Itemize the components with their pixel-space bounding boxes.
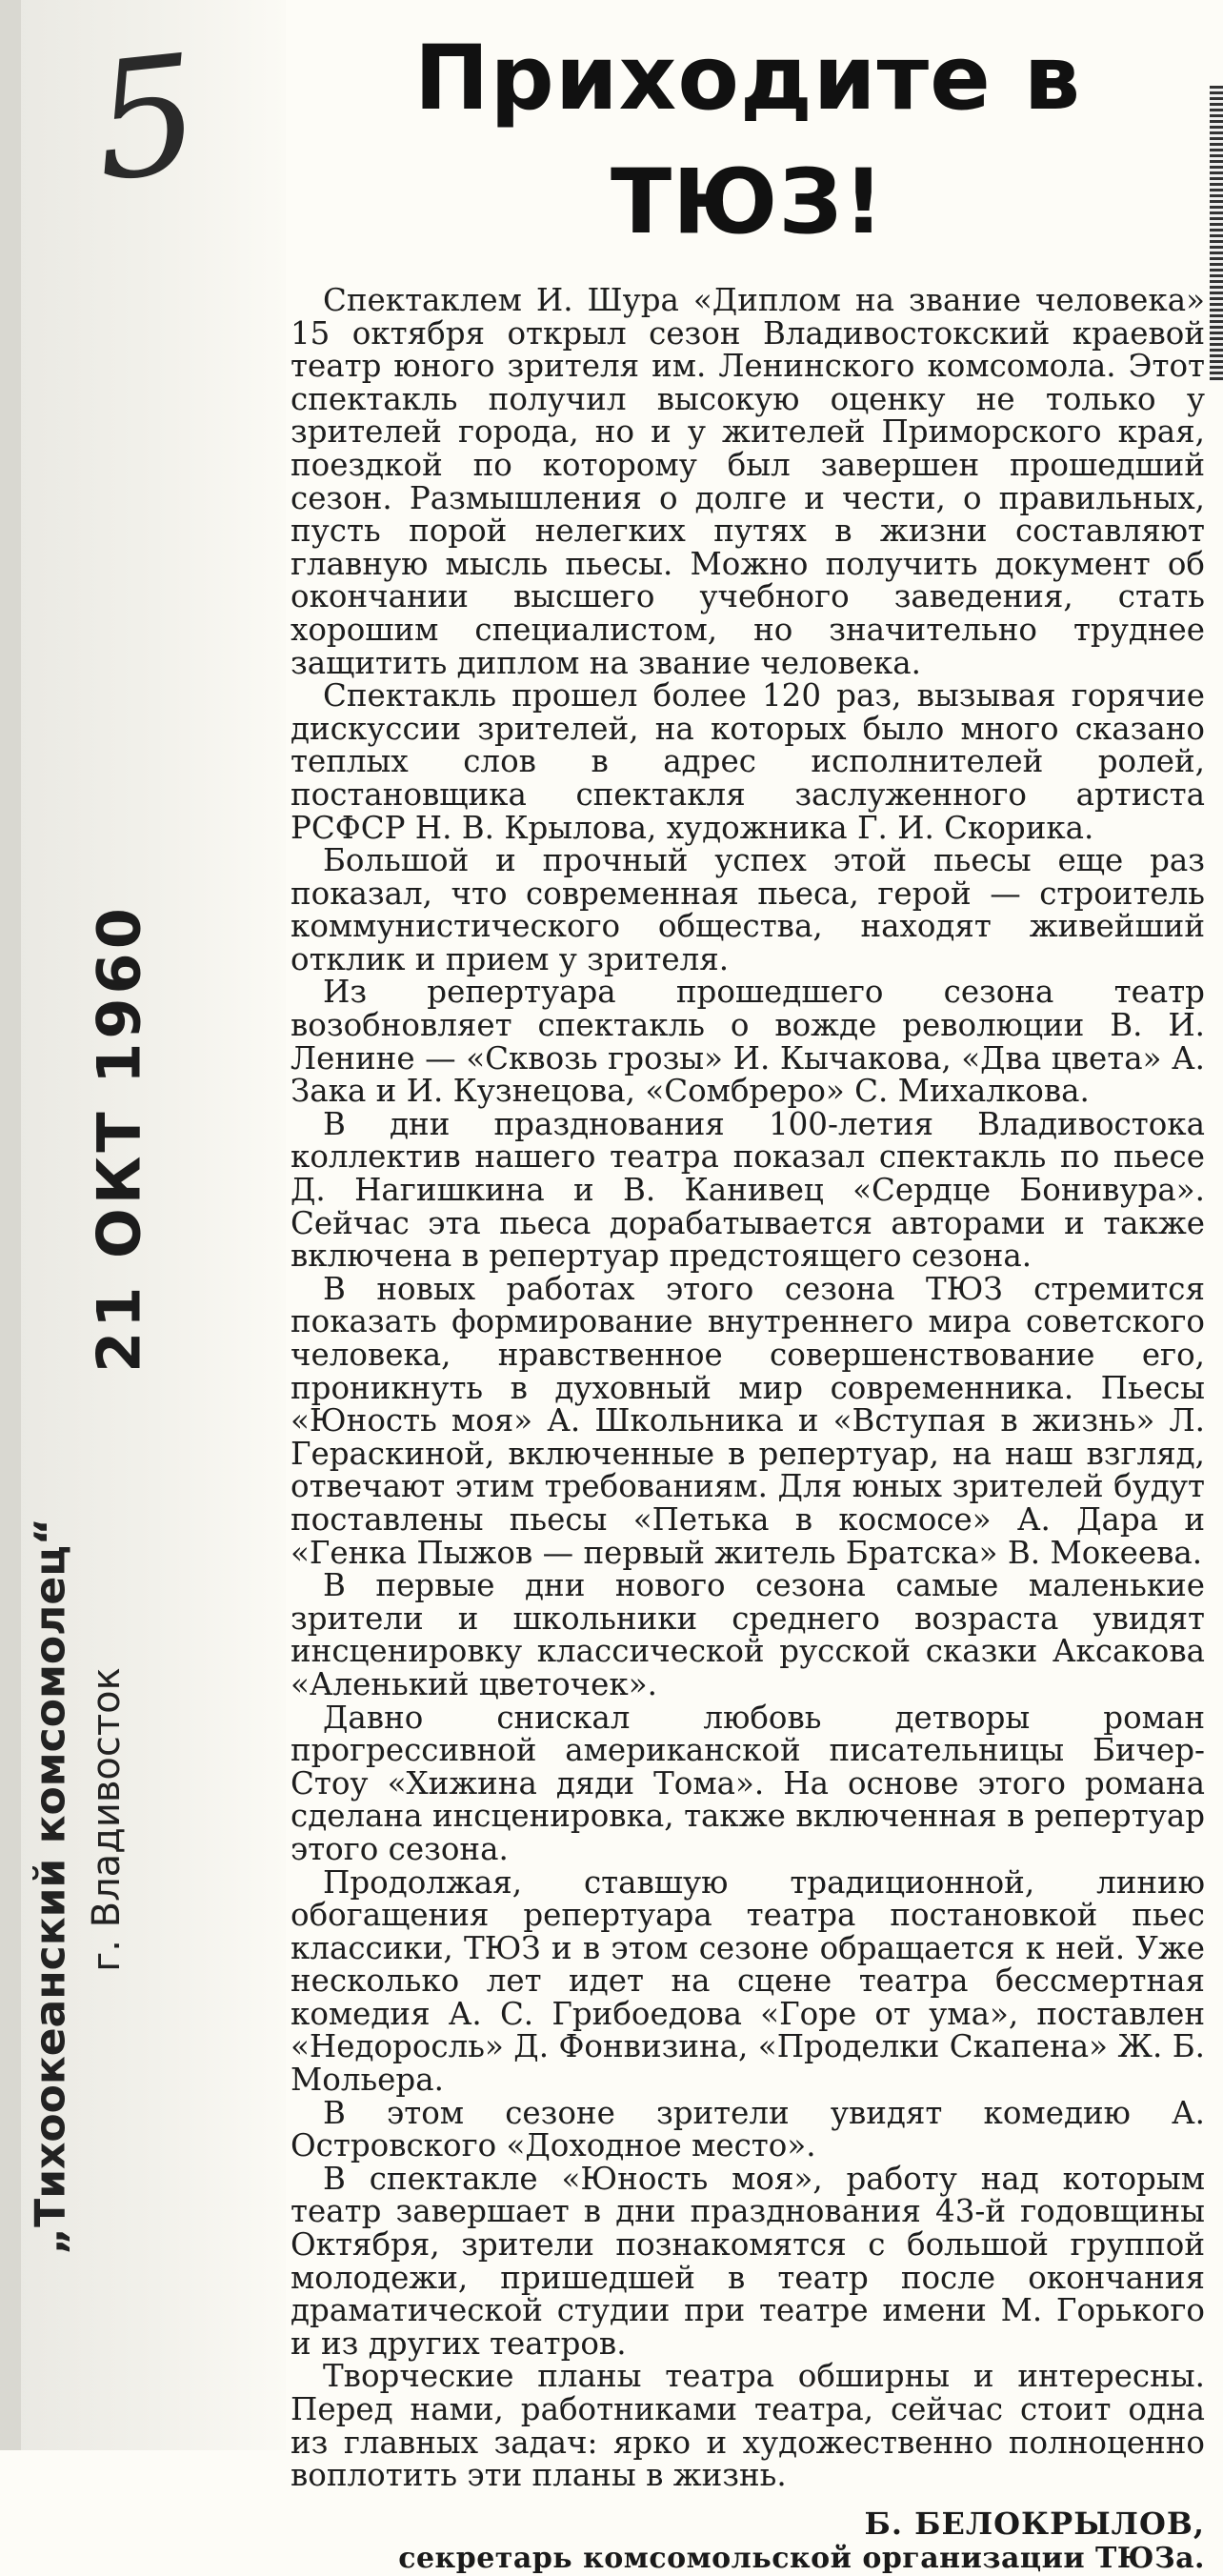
paragraph: Спектакль прошел более 120 раз, вызывая горячие дискуссии зрителей, на которых было много сказано теплых слов в адрес исполнителей ролей, постановщика спектакля заслуженного артиста РСФСР Н. В. Крылова, художника Г. И. Скорика.: [291, 677, 1205, 846]
city-stamp: [78, 1620, 135, 2020]
date-stamp: [76, 904, 162, 1373]
author-position: секретарь комсомольской организации ТЮЗа.: [398, 2541, 1205, 2575]
paragraph: Из репертуара прошедшего сезона театр возобновляет спектакль о вожде революции В. И. Ленине — «Сквозь грозы» И. Кычакова, «Два цвета» А. Зака и И. Кузнецова, «Сомбреро» С. Михалкова.: [291, 974, 1205, 1110]
headline: Приходите в ТЮЗ!: [413, 27, 1082, 254]
date-stamp-text: 21 ОКТ 1960: [84, 904, 154, 1373]
newspaper-stamp: [17, 1467, 84, 2305]
paragraph: В новых работах этого сезона ТЮЗ стремится показать формирование внутреннего мира советского человека, нравственное совершенствование его, проникнуть в духовный мир современника. Пьесы «Юность моя» А. Школьника и «Вступая в жизнь» Л. Гераскиной, включенные в репертуар, на наш взгляд, отвечают этим требованиям. Для юных зрителей будут поставлены пьесы «Петька в космосе» А. Дара и «Генка Пыжов — первый житель Братска» В. Мокеева.: [291, 1270, 1205, 1571]
paragraph: Продолжая, ставшую традиционной, линию обогащения репертуара театра постановкой пьес классики, ТЮЗ и в этом сезоне обращается к ней. Уже несколько лет идет на сцене театра бессмертная комедия А. С. Грибоедова «Горе от ума», поставлен «Недоросль» Д. Фонвизина, «Проделки Скапена» Ж. Б. Мольера.: [291, 1863, 1205, 2099]
paragraph: Давно снискал любовь детворы роман прогрессивной американской писательницы Бичер-Стоу «Хижина дяди Тома». На основе этого романа сделана инсценировка, также включенная в репертуар этого сезона.: [291, 1699, 1205, 1867]
author-name: Б. БЕЛОКРЫЛОВ,: [864, 2505, 1205, 2542]
paragraph: В этом сезоне зрители увидят комедию А. Островского «Доходное место».: [291, 2094, 1205, 2164]
handwritten-number: 5: [85, 19, 209, 219]
adjacent-column-edge: [1210, 86, 1223, 381]
paragraph: В дни празднования 100-летия Владивостока коллектив нашего театра показал спектакль по пьесе Д. Нагишкина и В. Канивец «Сердце Бонивура». Сейчас эта пьеса дорабатывается авторами и также включена в репертуар предстоящего сезона.: [291, 1105, 1205, 1275]
newspaper-stamp-text: „Тихоокеанский комсомолец“: [26, 1518, 75, 2255]
paragraph: В спектакле «Юность моя», работу над которым театр завершает в дни празднования 43-й годовщины Октября, зрители познакомятся с большой группой молодежи, пришедшей в театр после окончания драматической студии при театре имени М. Горького и из других театров.: [291, 2160, 1205, 2362]
paragraph: Спектаклем И. Шура «Диплом на звание человека» 15 октября открыл сезон Владивостокский краевой театр юного зрителя им. Ленинского комсомола. Этот спектакль получил высокую оценку не только у зрителей города, но и у жителей Приморского края, поездкой по которому был завершен прошедший сезон. Размышления о долге и чести, о правильных, пусть порой нелегких путях в жизни составляют главную мысль пьесы. Можно получить документ об окончании высшего учебного заведения, стать хорошим специалистом, но значительно труднее защитить диплом на звание человека.: [291, 282, 1205, 681]
paragraph: В первые дни нового сезона самые маленькие зрители и школьники среднего возраста увидят инсценировку классической русской сказки Аксакова «Аленький цветочек».: [291, 1567, 1205, 1702]
article: [291, 0, 1205, 2576]
paragraph: Творческие планы театра обширны и интересны. Перед нами, работниками театра, сейчас стоит одна из главных задач: ярко и художественно полноценно воплотить эти планы в жизнь.: [291, 2358, 1205, 2494]
city-stamp-text: г. Владивосток: [85, 1667, 129, 1972]
paragraph: Большой и прочный успех этой пьесы еще раз показал, что современная пьеса, герой — строитель коммунистического общества, находят живейший отклик и прием у зрителя.: [291, 842, 1205, 977]
